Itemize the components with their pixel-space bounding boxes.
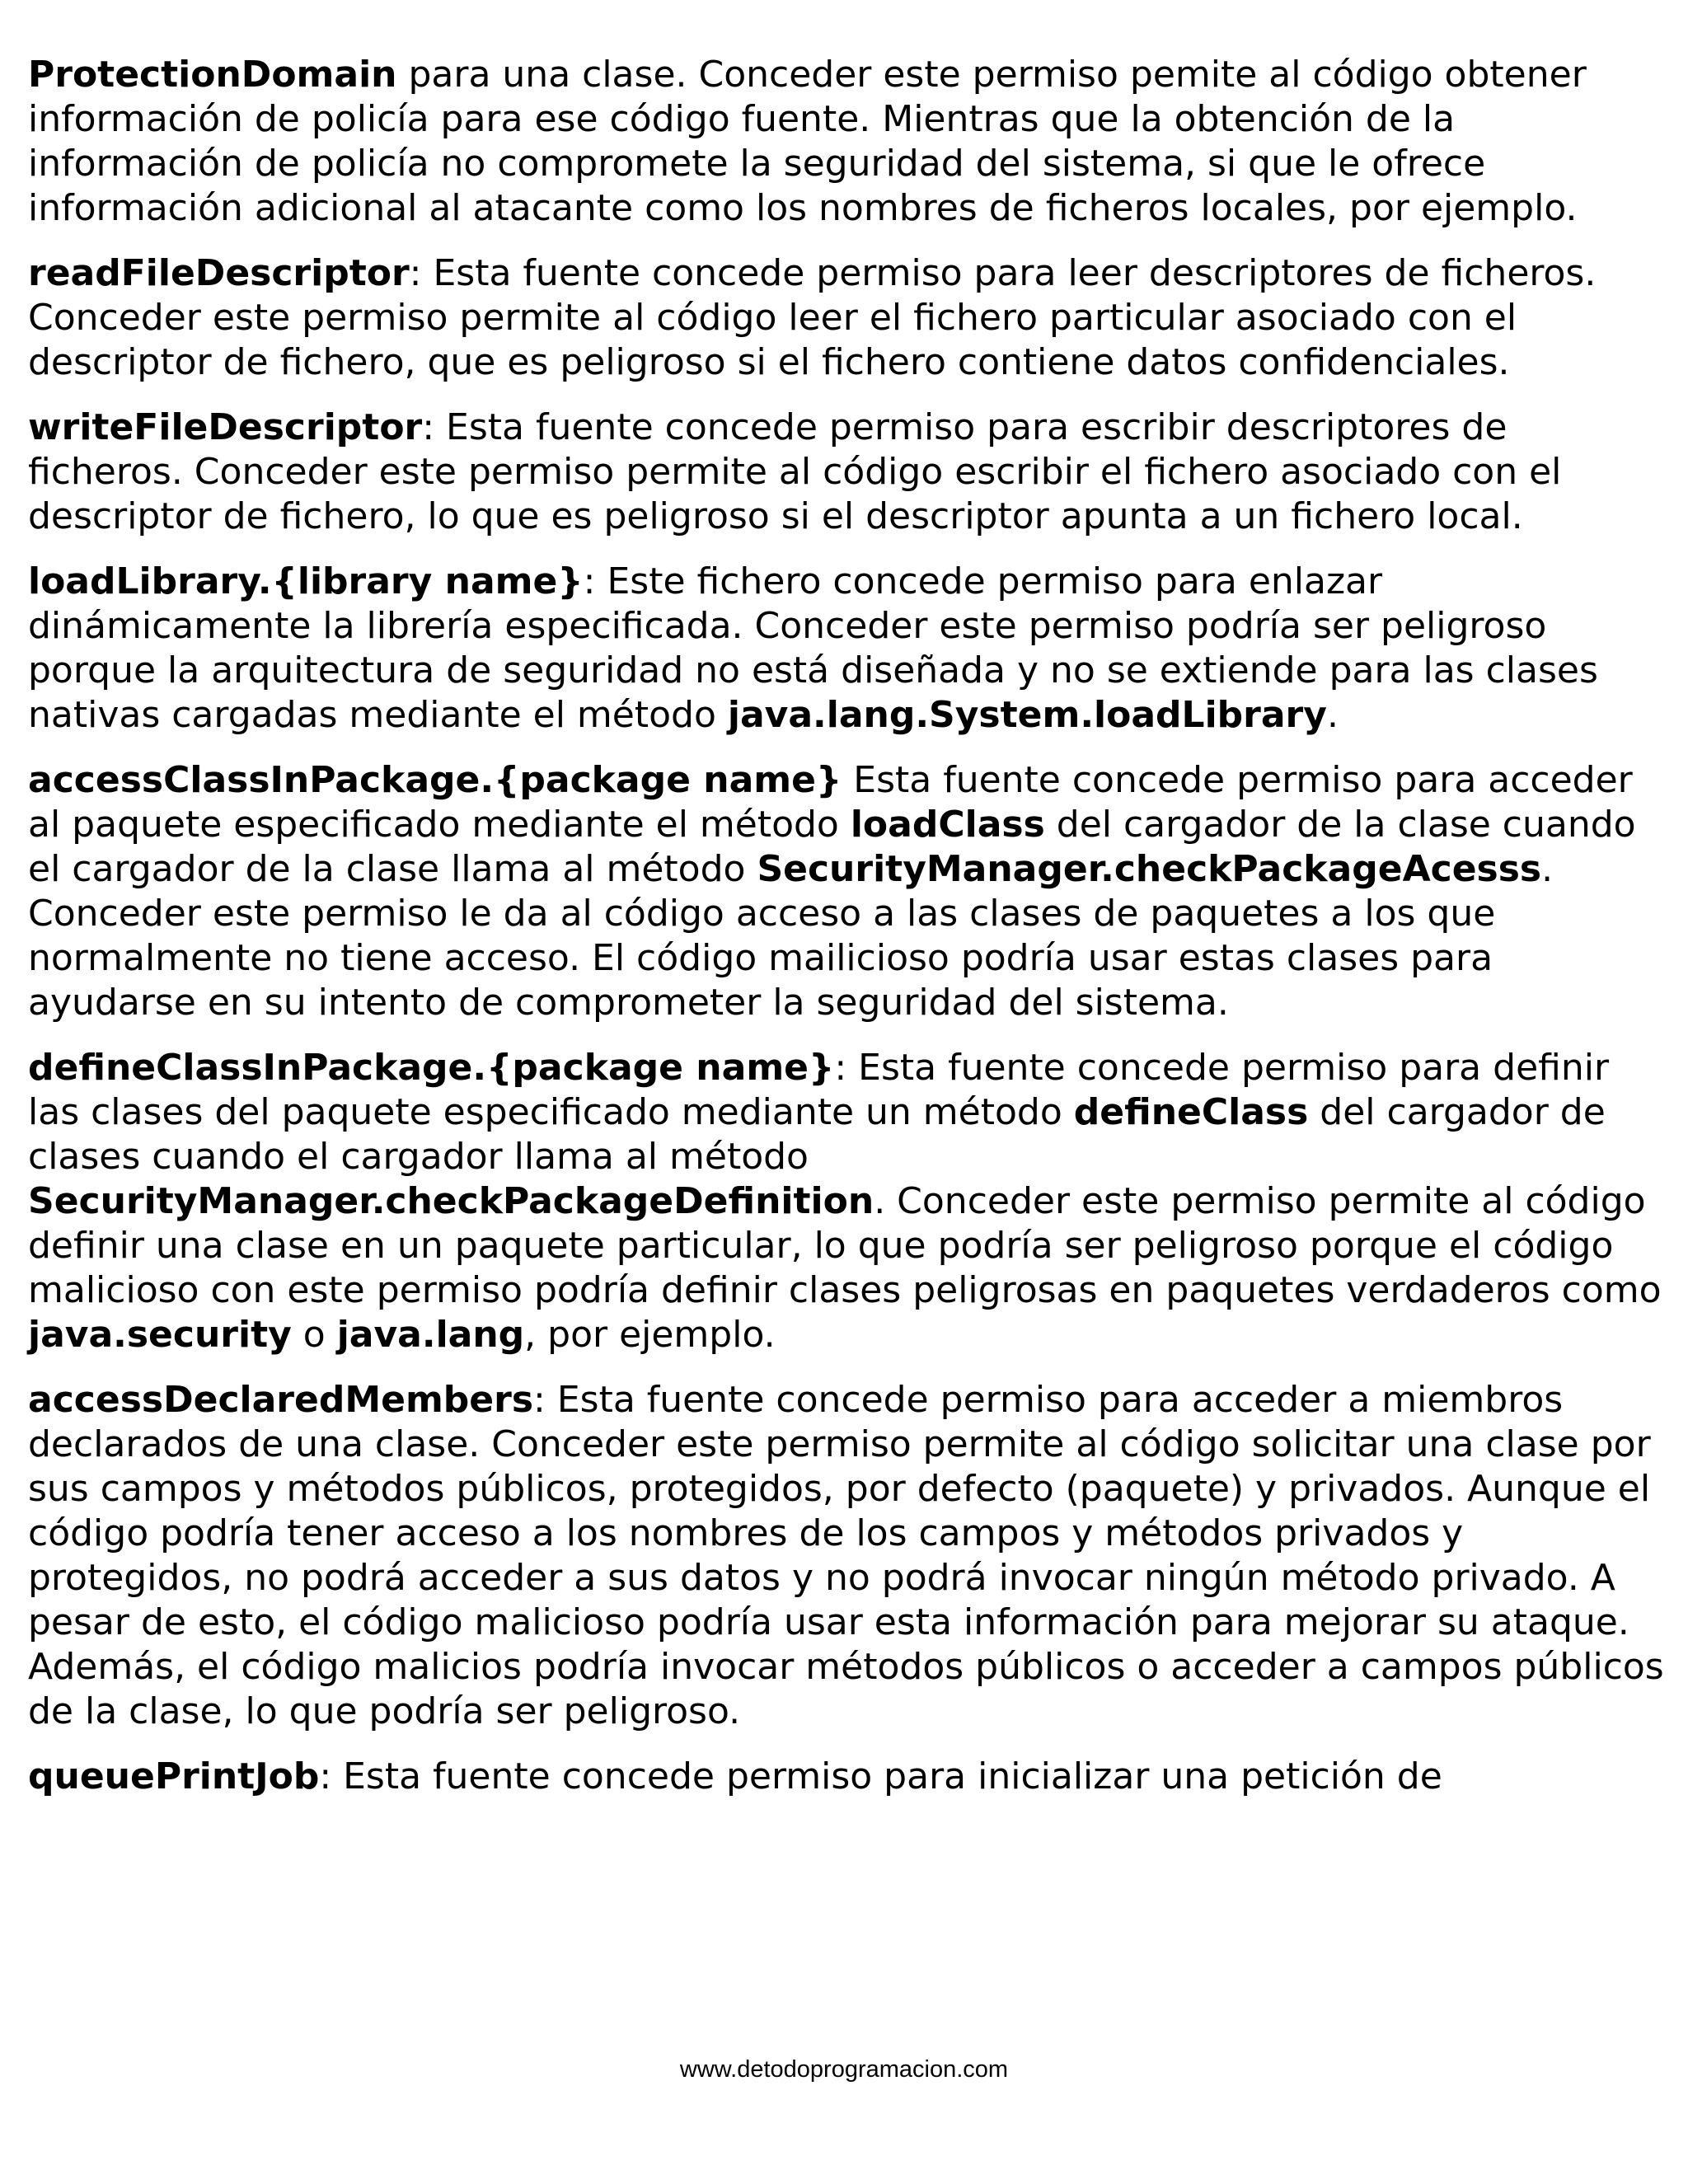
term-bold: readFileDescriptor (28, 252, 410, 294)
term-bold: defineClass (1073, 1091, 1309, 1133)
page-footer (0, 2055, 1688, 2083)
body-text: : Esta fuente concede permiso para definir las clases del paquete especificado mediante un método (28, 1047, 1610, 1133)
body-text: del cargador de clases cuando el cargador llama al método (28, 1091, 1606, 1178)
term-bold: java.lang.System.loadLibrary (727, 694, 1327, 736)
paragraph-protection-domain (28, 53, 1668, 231)
term-bold: SecurityManager.checkPackageAcesss (757, 848, 1542, 890)
paragraph-read-file-descriptor (28, 251, 1668, 385)
paragraph-write-file-descriptor (28, 405, 1668, 539)
term-bold: accessDeclaredMembers (28, 1379, 534, 1421)
body-text: o (291, 1314, 337, 1356)
paragraph-load-library (28, 560, 1668, 738)
body-text: para una clase. Conceder este permiso pemite al código obtener información de policía para ese código fuente. Mientras que la obtención de la información de policía no compromete la seguridad del sistema, si que le ofrece información adicional al atacante como los nombres de ficheros locales, por ejemplo. (28, 54, 1587, 229)
paragraph-define-class-in-package (28, 1046, 1668, 1357)
body-text: . Conceder este permiso le da al código acceso a las clases de paquetes a los que normalmente no tiene acceso. El código mailicioso podría usar estas clases para ayudarse en su intento de comprometer la seguridad del sistema. (28, 848, 1554, 1024)
body-text: , por ejemplo. (524, 1314, 776, 1356)
body-text: : Esta fuente concede permiso para leer descriptores de ficheros. Conceder este permiso permite al código leer el fichero particular asociado con el descriptor de fichero, que es peligroso si el fichero contiene datos confidenciales. (28, 252, 1597, 383)
term-bold: java.lang (336, 1314, 525, 1356)
term-bold: loadClass (850, 804, 1045, 846)
body-text: Esta fuente concede permiso para acceder al paquete especificado mediante el método (28, 759, 1633, 846)
paragraph-access-declared-members (28, 1378, 1668, 1734)
body-text: . (1326, 694, 1339, 736)
term-bold: loadLibrary.{library name} (28, 560, 584, 602)
paragraph-access-class-in-package (28, 758, 1668, 1025)
paragraph-queue-print-job (28, 1755, 1668, 1799)
term-bold: defineClassInPackage.{package name} (28, 1047, 835, 1089)
body-text: : Esta fuente concede permiso para inicializar una petición de (319, 1755, 1442, 1797)
term-bold: java.security (28, 1314, 292, 1356)
body-text: : Este fichero concede permiso para enlazar dinámicamente la librería especificada. Conceder este permiso podría ser peligroso porque la arquitectura de seguridad no está diseñada y no se extiende para las clases nativas cargadas mediante el método (28, 560, 1598, 736)
body-text: : Esta fuente concede permiso para acceder a miembros declarados de una clase. Conceder este permiso permite al código solicitar una clase por sus campos y métodos públicos, protegidos, por defecto (paquete) y privados. Aunque el código podría tener acceso a los nombres de los campos y métodos privados y protegidos, no podrá acceder a sus datos y no podrá invocar ningún método privado. A pesar de esto, el código malicioso podría usar esta información para mejorar su ataque. Además, el código malicios podría invocar métodos públicos o acceder a campos públicos de la clase, lo que podría ser peligroso. (28, 1379, 1664, 1732)
footer-website: www.detodoprogramacion.com (679, 2056, 1009, 2083)
term-bold: accessClassInPackage.{package name} (28, 759, 842, 801)
term-bold: ProtectionDomain (28, 54, 397, 96)
term-bold: writeFileDescriptor (28, 406, 423, 448)
body-text: : Esta fuente concede permiso para escribir descriptores de ficheros. Conceder este permiso permite al código escribir el fichero asociado con el descriptor de fichero, lo que es peligroso si el descriptor apunta a un fichero local. (28, 406, 1562, 537)
document-body (28, 53, 1668, 1820)
body-text: . Conceder este permiso permite al código definir una clase en un paquete particular, lo que podría ser peligroso porque el código malicioso con este permiso podría definir clases peligrosas en paquetes verdaderos como (28, 1180, 1662, 1311)
body-text: del cargador de la clase cuando el cargador de la clase llama al método (28, 804, 1636, 890)
term-bold: SecurityManager.checkPackageDefinition (28, 1180, 874, 1222)
term-bold: queuePrintJob (28, 1755, 320, 1797)
